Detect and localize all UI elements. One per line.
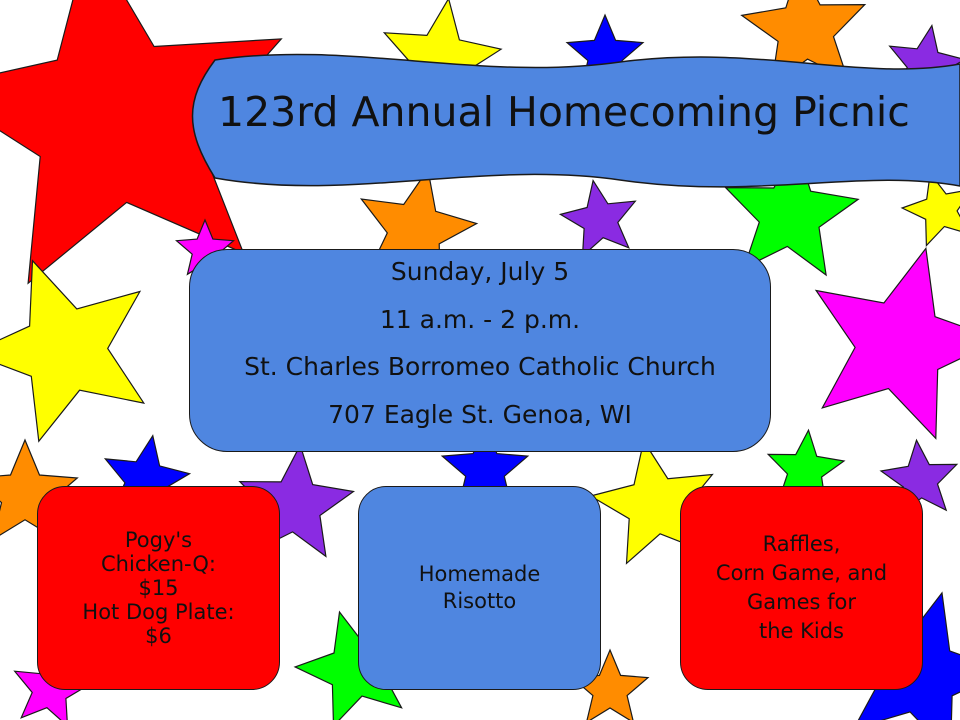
menu-line: Chicken-Q: [101,552,216,576]
risotto-box [358,486,601,690]
activity-line: Games for [746,590,856,614]
event-time: 11 a.m. - 2 p.m. [379,304,581,334]
event-address: 707 Eagle St. Genoa, WI [328,399,632,429]
activities-box [680,486,923,690]
menu-line: $6 [145,624,172,648]
activity-line: the Kids [758,619,844,643]
menu-line: Pogy's [124,528,193,552]
event-venue: St. Charles Borromeo Catholic Church [244,352,716,382]
risotto-line: Risotto [442,589,517,613]
activity-line: Corn Game, and [715,561,888,585]
star-icon [816,248,960,438]
event-date: Sunday, July 5 [390,257,570,286]
star-icon [0,261,144,442]
risotto-line: Homemade [418,562,541,586]
event-details-box [189,249,771,452]
menu-line: $15 [138,576,179,600]
picnic-title: 123rd Annual Homecoming Picnic [218,88,910,136]
food-menu-box [37,486,280,690]
star-icon [560,181,635,256]
activity-line: Raffles, [762,532,841,556]
menu-line: Hot Dog Plate: [82,600,235,624]
